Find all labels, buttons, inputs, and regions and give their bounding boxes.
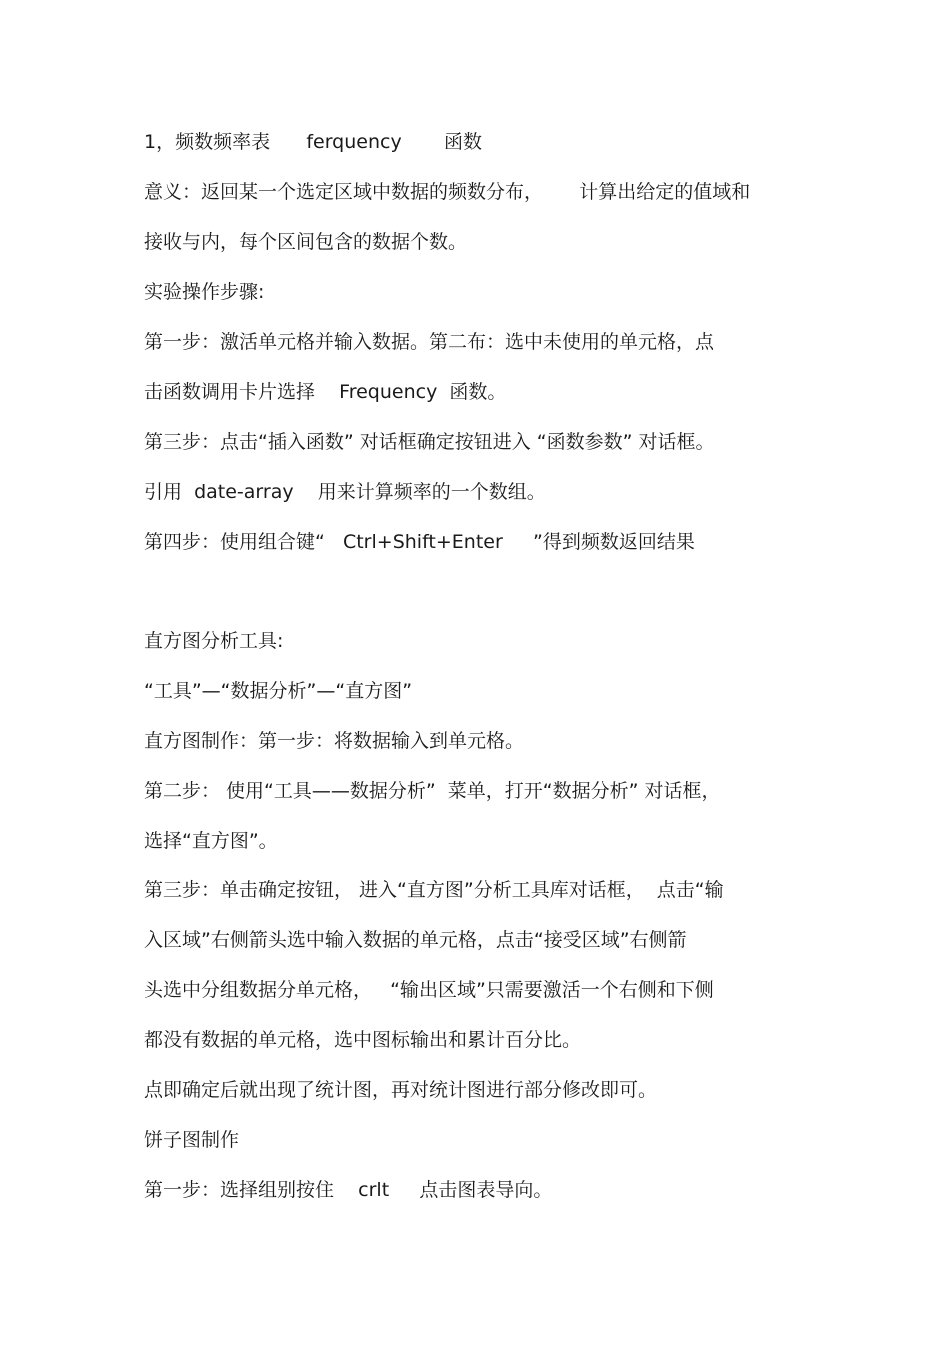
text-line: 入区域”右侧箭头选中输入数据的单元格，点击“接受区域”右侧箭	[144, 929, 687, 951]
text-line: 头选中分组数据分单元格， “输出区域”只需要激活一个右侧和下侧	[144, 979, 714, 1001]
text-line: 击函数调用卡片选择 Frequency 函数。	[144, 381, 507, 403]
text-line: 第三步：点击“插入函数” 对话框确定按钮进入 “函数参数” 对话框。	[144, 431, 715, 453]
text-line: 直方图制作：第一步：将数据输入到单元格。	[144, 730, 525, 752]
heading-frequency-function: 1，频数频率表 ferquency 函数	[144, 131, 482, 153]
text-line: 引用 date-array 用来计算频率的一个数组。	[144, 481, 546, 503]
section-heading: 饼子图制作	[144, 1129, 240, 1151]
text-line: 接收与内，每个区间包含的数据个数。	[144, 231, 468, 253]
text-line: 第四步：使用组合键“ Ctrl+Shift+Enter ”得到频数返回结果	[144, 531, 695, 553]
text-line: “工具”—“数据分析”—“直方图”	[144, 680, 413, 702]
text-line: 第一步：选择组别按住 crlt 点击图表导向。	[144, 1179, 553, 1201]
text-line: 选择“直方图”。	[144, 830, 278, 852]
text-line: 都没有数据的单元格，选中图标输出和累计百分比。	[144, 1029, 582, 1051]
text-line: 第二步： 使用“工具——数据分析” 菜单，打开“数据分析” 对话框，	[144, 780, 721, 802]
section-heading: 实验操作步骤:	[144, 281, 265, 303]
text-line: 点即确定后就出现了统计图，再对统计图进行部分修改即可。	[144, 1079, 658, 1101]
section-heading: 直方图分析工具:	[144, 630, 284, 652]
text-line: 意义：返回某一个选定区域中数据的频数分布， 计算出给定的值域和	[144, 181, 751, 203]
text-line: 第三步：单击确定按钮， 进入“直方图”分析工具库对话框， 点击“输	[144, 879, 724, 901]
text-line: 第一步：激活单元格并输入数据。第二布：选中未使用的单元格，点	[144, 331, 715, 353]
